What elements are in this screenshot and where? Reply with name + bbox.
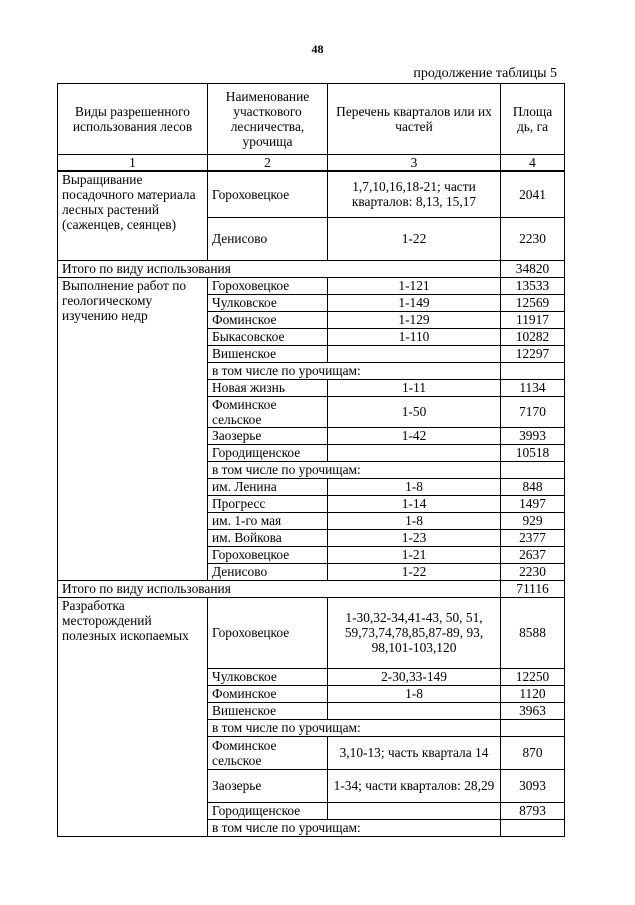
area-cell: 12569 [501, 294, 565, 311]
column-number: 2 [208, 155, 328, 172]
header-forestry-name: Наименование участкового лесничества, урочища [208, 84, 328, 155]
column-number: 1 [58, 155, 208, 172]
area-cell: 1120 [501, 685, 565, 702]
area-cell: 1134 [501, 379, 565, 396]
forestry-name-cell: им. 1-го мая [208, 512, 328, 529]
subgroup-label: в том числе по урочищам: [208, 362, 501, 379]
quarters-cell: 1-23 [328, 529, 501, 546]
quarters-cell: 1-8 [328, 512, 501, 529]
column-number-row [58, 155, 565, 172]
forestry-name-cell: Быкасовское [208, 328, 328, 345]
quarters-cell: 1-21 [328, 546, 501, 563]
quarters-cell [328, 345, 501, 362]
area-cell: 3093 [501, 769, 565, 802]
total-row [58, 580, 565, 597]
area-cell: 8793 [501, 802, 565, 819]
total-label: Итого по виду использования [58, 580, 501, 597]
forestry-name-cell: Фоминское сельское [208, 736, 328, 769]
column-number: 3 [328, 155, 501, 172]
table-body [58, 171, 565, 836]
table-row [58, 171, 565, 217]
forestry-name-cell: им. Ленина [208, 478, 328, 495]
area-cell: 2041 [501, 171, 565, 217]
quarters-cell: 1-8 [328, 478, 501, 495]
forestry-name-cell: Фоминское сельское [208, 396, 328, 427]
quarters-cell: 1-149 [328, 294, 501, 311]
forestry-name-cell: Чулковское [208, 294, 328, 311]
forestry-name-cell: Денисово [208, 563, 328, 580]
forestry-name-cell: Новая жизнь [208, 379, 328, 396]
table-row [58, 597, 565, 668]
quarters-cell: 2-30,33-149 [328, 668, 501, 685]
forestry-name-cell: Заозерье [208, 427, 328, 444]
subgroup-label: в том числе по урочищам: [208, 719, 501, 736]
land-use-table [57, 83, 565, 837]
area-cell [501, 461, 565, 478]
header-use-type: Виды разрешенного использования лесов [58, 84, 208, 155]
quarters-cell [328, 702, 501, 719]
quarters-cell [328, 444, 501, 461]
forestry-name-cell: Городищенское [208, 444, 328, 461]
area-cell: 12297 [501, 345, 565, 362]
area-cell [501, 819, 565, 836]
quarters-cell: 1-34; части кварталов: 28,29 [328, 769, 501, 802]
area-cell: 11917 [501, 311, 565, 328]
total-label: Итого по виду использования [58, 260, 501, 277]
quarters-cell: 1-22 [328, 217, 501, 260]
header-area: Площа дь, га [501, 84, 565, 155]
quarters-cell: 1-8 [328, 685, 501, 702]
forestry-name-cell: Гороховецкое [208, 597, 328, 668]
quarters-cell: 1-110 [328, 328, 501, 345]
forestry-name-cell: Вишенское [208, 345, 328, 362]
forestry-name-cell: Денисово [208, 217, 328, 260]
forestry-name-cell: Городищенское [208, 802, 328, 819]
table-continuation-label: продолжение таблицы 5 [413, 66, 557, 81]
quarters-cell: 1-14 [328, 495, 501, 512]
page-number: 48 [311, 42, 324, 56]
quarters-cell: 1-30,32-34,41-43, 50, 51, 59,73,74,78,85,87-89, 93, 98,101-103,120 [328, 597, 501, 668]
area-cell: 3993 [501, 427, 565, 444]
forestry-name-cell: Прогресс [208, 495, 328, 512]
use-type-cell: Выращивание посадочного материала лесных растений (саженцев, сеянцев) [58, 171, 208, 260]
forestry-name-cell: Фоминское [208, 311, 328, 328]
area-cell: 12250 [501, 668, 565, 685]
header-quarters: Перечень кварталов или их частей [328, 84, 501, 155]
quarters-cell: 1-129 [328, 311, 501, 328]
quarters-cell [328, 802, 501, 819]
area-cell: 7170 [501, 396, 565, 427]
use-type-cell: Разработка месторождений полезных ископаемых [58, 597, 208, 836]
quarters-cell: 1-11 [328, 379, 501, 396]
area-cell: 1497 [501, 495, 565, 512]
quarters-cell: 1-50 [328, 396, 501, 427]
table-row [58, 277, 565, 294]
quarters-cell: 3,10-13; часть квартала 14 [328, 736, 501, 769]
subgroup-label: в том числе по урочищам: [208, 819, 501, 836]
total-row [58, 260, 565, 277]
quarters-cell: 1-22 [328, 563, 501, 580]
area-cell: 2637 [501, 546, 565, 563]
forestry-name-cell: Чулковское [208, 668, 328, 685]
header-row [58, 84, 565, 155]
area-cell: 10282 [501, 328, 565, 345]
area-cell: 870 [501, 736, 565, 769]
area-cell: 848 [501, 478, 565, 495]
area-cell: 3963 [501, 702, 565, 719]
area-cell [501, 719, 565, 736]
area-cell: 10518 [501, 444, 565, 461]
area-cell: 8588 [501, 597, 565, 668]
subgroup-label: в том числе по урочищам: [208, 461, 501, 478]
forestry-name-cell: Фоминское [208, 685, 328, 702]
area-cell: 2230 [501, 563, 565, 580]
total-area: 71116 [501, 580, 565, 597]
forestry-name-cell: Гороховецкое [208, 171, 328, 217]
area-cell: 13533 [501, 277, 565, 294]
forestry-name-cell: Заозерье [208, 769, 328, 802]
area-cell: 2377 [501, 529, 565, 546]
forestry-name-cell: Гороховецкое [208, 277, 328, 294]
forestry-name-cell: Вишенское [208, 702, 328, 719]
total-area: 34820 [501, 260, 565, 277]
forestry-name-cell: Гороховецкое [208, 546, 328, 563]
area-cell: 2230 [501, 217, 565, 260]
area-cell: 929 [501, 512, 565, 529]
quarters-cell: 1-121 [328, 277, 501, 294]
area-cell [501, 362, 565, 379]
quarters-cell: 1-42 [328, 427, 501, 444]
use-type-cell: Выполнение работ по геологическому изучению недр [58, 277, 208, 580]
quarters-cell: 1,7,10,16,18-21; части кварталов: 8,13, 15,17 [328, 171, 501, 217]
column-number: 4 [501, 155, 565, 172]
forestry-name-cell: им. Войкова [208, 529, 328, 546]
